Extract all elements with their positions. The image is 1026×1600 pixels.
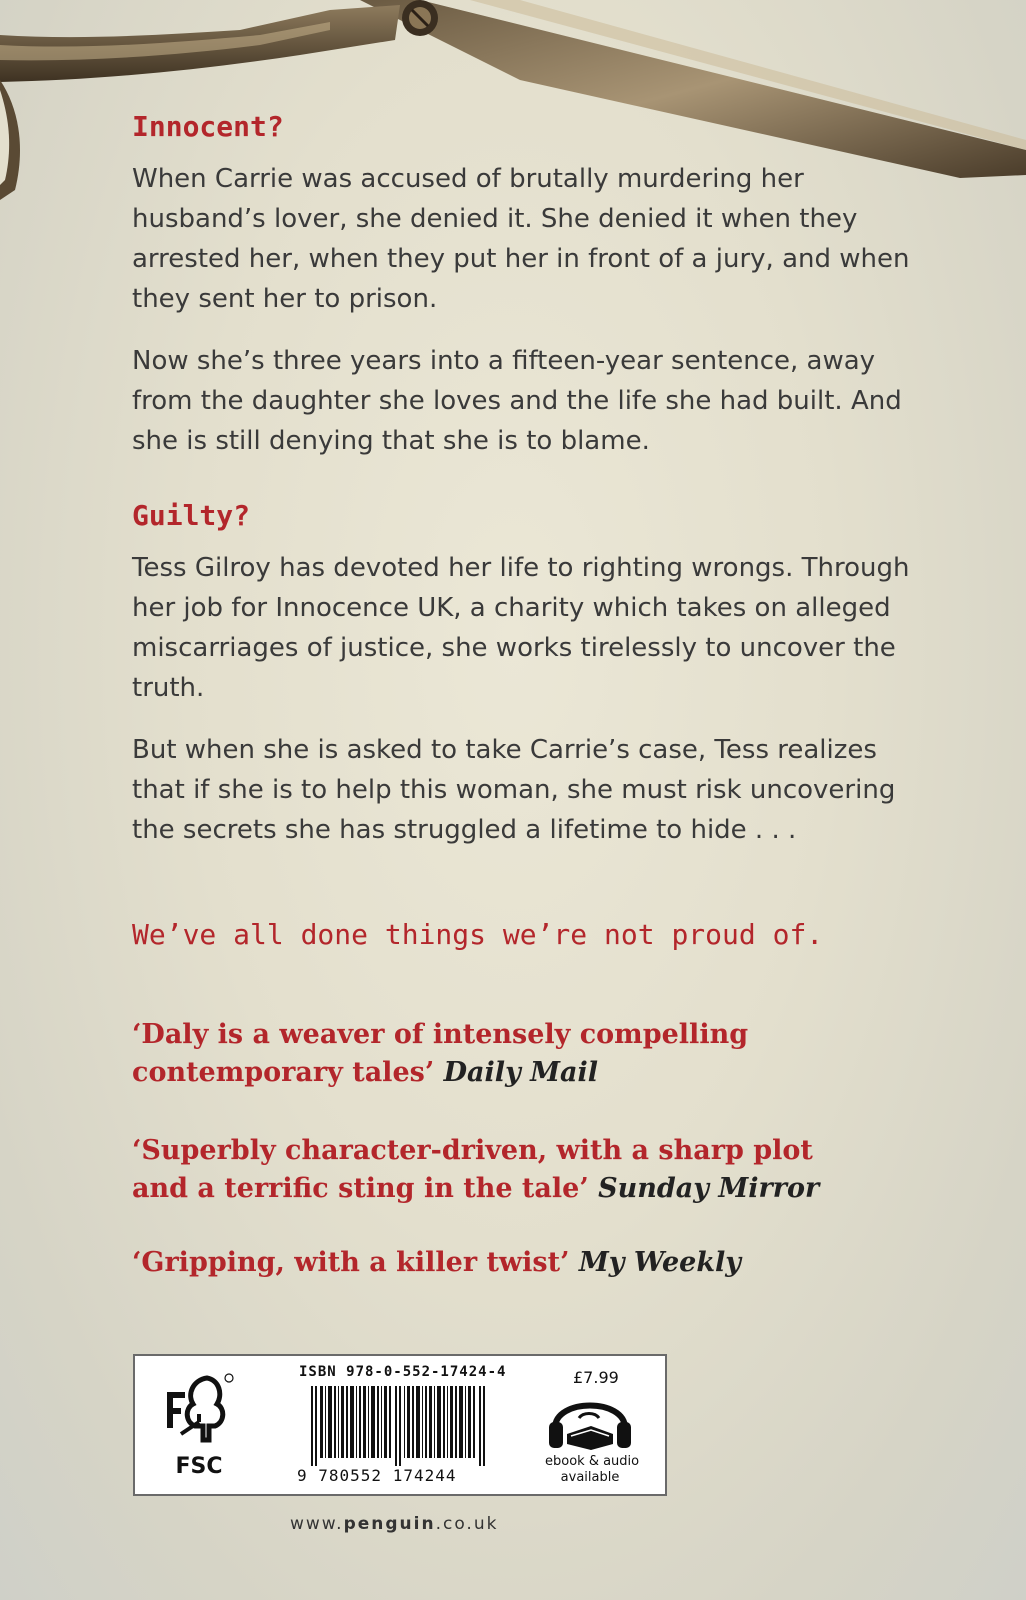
headphones-book-icon [545,1388,635,1454]
quote-line: ‘Gripping, with a killer twist’ [132,1247,570,1278]
price: £7.99 [573,1368,619,1387]
heading-innocent: Innocent? [132,110,284,143]
quote-line: ‘Superbly character-driven, with a sharp plot [132,1135,813,1166]
review-quote-3 [132,1244,741,1282]
publisher-url[interactable] [290,1514,498,1534]
fsc-label: FSC [175,1454,223,1479]
barcode-icon [311,1386,487,1466]
isbn-text: ISBN 978-0-552-17424-4 [299,1364,507,1380]
barcode-panel [133,1354,667,1496]
review-quote-2 [132,1132,819,1208]
url-brand: penguin [343,1514,436,1534]
review-quote-1 [132,1016,748,1092]
blurb-paragraph-3: Tess Gilroy has devoted her life to righting wrongs. Through her job for Innocence UK, a charity which takes on alleged miscarriages of justice, she works tirelessly to uncover the truth. [132,553,910,703]
tagline: We’ve all done things we’re not proud of. [132,918,824,951]
ebook-label-2: available [560,1470,620,1485]
quote-source: Sunday Mirror [598,1173,820,1204]
url-prefix: www. [290,1514,344,1534]
barcode-digits: 9 780552 174244 [297,1466,457,1485]
quote-source: Daily Mail [443,1057,599,1088]
quote-line: ‘Daly is a weaver of intensely compelling [132,1019,749,1050]
url-suffix: .co.uk [435,1514,499,1534]
ebook-label-1: ebook & audio [545,1454,640,1469]
heading-guilty: Guilty? [132,499,251,532]
quote-line: and a terrific sting in the tale’ [132,1173,589,1204]
blurb-paragraph-2: Now she’s three years into a fifteen-year sentence, away from the daughter she loves and the life she had built. And she is still denying that she is to blame. [132,346,902,456]
quote-source: My Weekly [578,1247,741,1278]
fsc-tree-icon [159,1370,239,1450]
blurb [132,110,932,850]
fsc-logo [159,1370,239,1480]
blurb-paragraph-1: When Carrie was accused of brutally murdering her husband’s lover, she denied it. She denied it when they arrested her, when they put her in front of a jury, and when they sent her to prison. [132,164,910,314]
blurb-paragraph-4: But when she is asked to take Carrie’s case, Tess realizes that if she is to help this woman, she must risk uncovering the secrets she has struggled a lifetime to hide . . . [132,735,896,845]
quote-line: contemporary tales’ [132,1057,435,1088]
